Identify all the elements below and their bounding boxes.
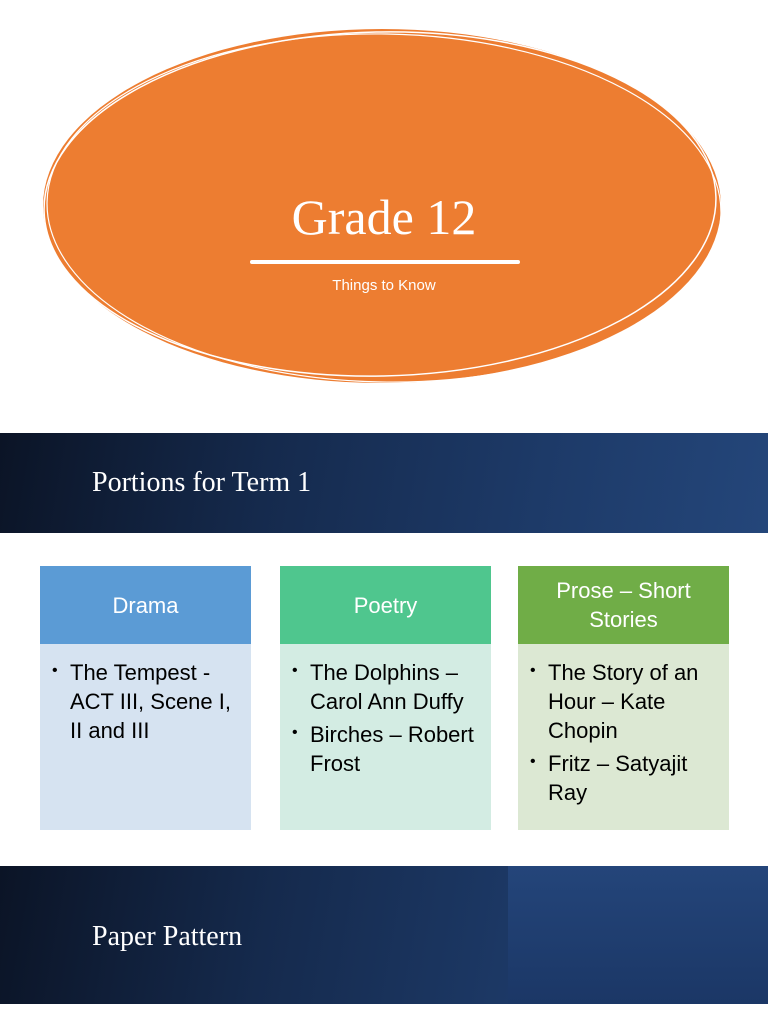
poetry-body <box>280 644 491 830</box>
bullet-icon: • <box>292 662 298 679</box>
poetry-header: Poetry <box>280 566 491 644</box>
portions-banner <box>0 433 768 533</box>
list-item-text: Birches – Robert Frost <box>310 722 474 776</box>
paper-pattern-banner <box>0 866 768 1004</box>
slide-title: Grade 12 <box>291 189 477 245</box>
prose-body <box>518 644 729 830</box>
drama-column <box>40 566 251 830</box>
list-item-text: The Dolphins – Carol Ann Duffy <box>310 660 464 714</box>
prose-header: Prose – Short Stories <box>518 566 729 644</box>
list-item-text: Fritz – Satyajit Ray <box>548 751 688 805</box>
list-item <box>292 658 481 716</box>
drama-body <box>40 644 251 830</box>
banner-side-panel <box>508 866 768 1004</box>
list-item <box>52 658 241 745</box>
slide-subtitle: Things to Know <box>332 277 436 294</box>
list-item <box>292 720 481 778</box>
list-item <box>530 658 719 745</box>
poetry-column <box>280 566 491 830</box>
list-item-text: The Story of an Hour – Kate Chopin <box>548 660 699 743</box>
drama-header: Drama <box>40 566 251 644</box>
title-underline <box>250 260 520 264</box>
portions-heading: Portions for Term 1 <box>92 467 312 498</box>
list-item-text: The Tempest - ACT III, Scene I, II and III <box>70 660 231 743</box>
bullet-icon: • <box>530 753 536 770</box>
title-slide <box>0 0 768 430</box>
bullet-icon: • <box>292 724 298 741</box>
paper-pattern-heading: Paper Pattern <box>92 921 243 952</box>
prose-column <box>518 566 729 830</box>
bullet-icon: • <box>530 662 536 679</box>
list-item <box>530 749 719 807</box>
bullet-icon: • <box>52 662 58 679</box>
